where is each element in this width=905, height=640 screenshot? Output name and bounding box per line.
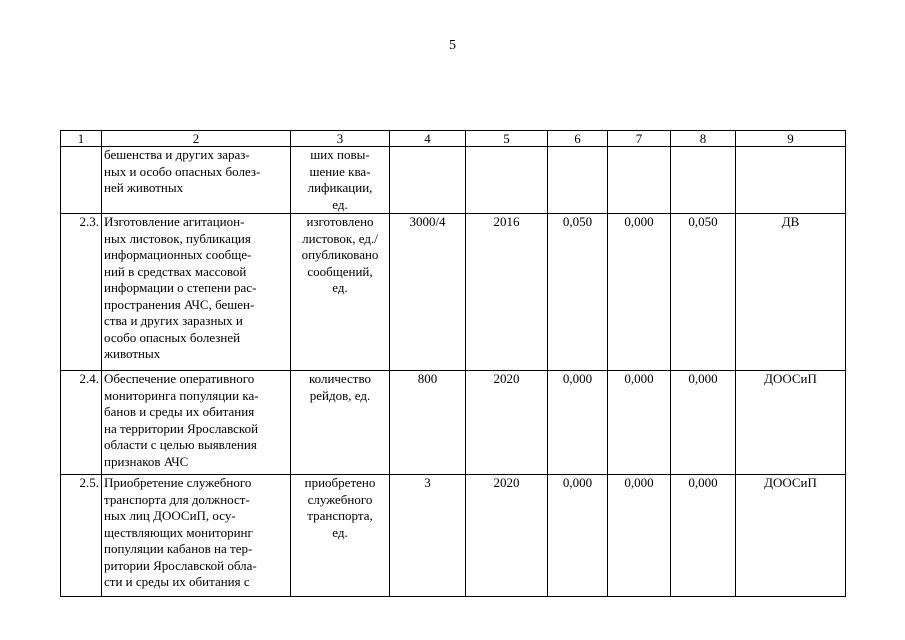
amount-col7: 0,000 — [608, 214, 671, 371]
indicator-value — [390, 147, 466, 214]
executor — [736, 147, 846, 214]
indicator-name: ших повы- шение ква- лификации, ед. — [307, 147, 373, 212]
amount-col6: 0,000 — [548, 475, 608, 597]
indicator-value: 3000/4 — [390, 214, 466, 371]
row-number: 2.5. — [61, 475, 102, 597]
indicator-value: 800 — [390, 371, 466, 475]
amount-col8: 0,000 — [671, 475, 736, 597]
indicator-name: количество рейдов, ед. — [308, 371, 372, 403]
column-header: 9 — [736, 131, 846, 147]
row-number — [61, 147, 102, 214]
column-header: 7 — [608, 131, 671, 147]
amount-col6: 0,050 — [548, 214, 608, 371]
column-header: 3 — [291, 131, 390, 147]
year: 2020 — [466, 371, 548, 475]
column-header: 1 — [61, 131, 102, 147]
indicator-name: приобретено служебного транспорта, ед. — [304, 475, 376, 540]
amount-col7: 0,000 — [608, 371, 671, 475]
table-row — [61, 214, 846, 371]
column-header: 6 — [548, 131, 608, 147]
page-number: 5 — [449, 38, 456, 53]
activity-description: Изготовление агитацион- ных листовок, публикация информационных сообще- ний в средствах массовой информации о степени рас- пространения АЧС, бешен- ства и других заразных и особо опасных болезней животных — [104, 214, 257, 361]
amount-col8: 0,050 — [671, 214, 736, 371]
table-row — [61, 475, 846, 597]
table-header-row — [61, 131, 846, 147]
amount-col6: 0,000 — [548, 371, 608, 475]
executor: ДВ — [736, 214, 846, 371]
indicator-name: изготовлено листовок, ед./ опубликовано сообщений, ед. — [301, 214, 379, 295]
column-header: 4 — [390, 131, 466, 147]
amount-col6 — [548, 147, 608, 214]
table-row — [61, 147, 846, 214]
column-header: 2 — [102, 131, 291, 147]
executor: ДООСиП — [736, 475, 846, 597]
column-header: 8 — [671, 131, 736, 147]
amount-col7: 0,000 — [608, 475, 671, 597]
amount-col8: 0,000 — [671, 371, 736, 475]
year: 2020 — [466, 475, 548, 597]
activity-description: Обеспечение оперативного мониторинга популяции ка- банов и среды их обитания на территории Ярославской области с целью выявления признаков АЧС — [104, 371, 259, 469]
program-activities-table — [60, 130, 846, 597]
amount-col7 — [608, 147, 671, 214]
column-header: 5 — [466, 131, 548, 147]
activity-description: бешенства и других зараз- ных и особо опасных болез- ней животных — [104, 147, 261, 195]
row-number: 2.3. — [61, 214, 102, 371]
year — [466, 147, 548, 214]
activity-description: Приобретение служебного транспорта для должност- ных лиц ДООСиП, осу- ществляющих мониторинг популяции кабанов на тер- ритории Ярославской обла- сти и среды их обитания с — [104, 475, 257, 589]
row-number: 2.4. — [61, 371, 102, 475]
indicator-value: 3 — [390, 475, 466, 597]
year: 2016 — [466, 214, 548, 371]
table-row — [61, 371, 846, 475]
amount-col8 — [671, 147, 736, 214]
executor: ДООСиП — [736, 371, 846, 475]
